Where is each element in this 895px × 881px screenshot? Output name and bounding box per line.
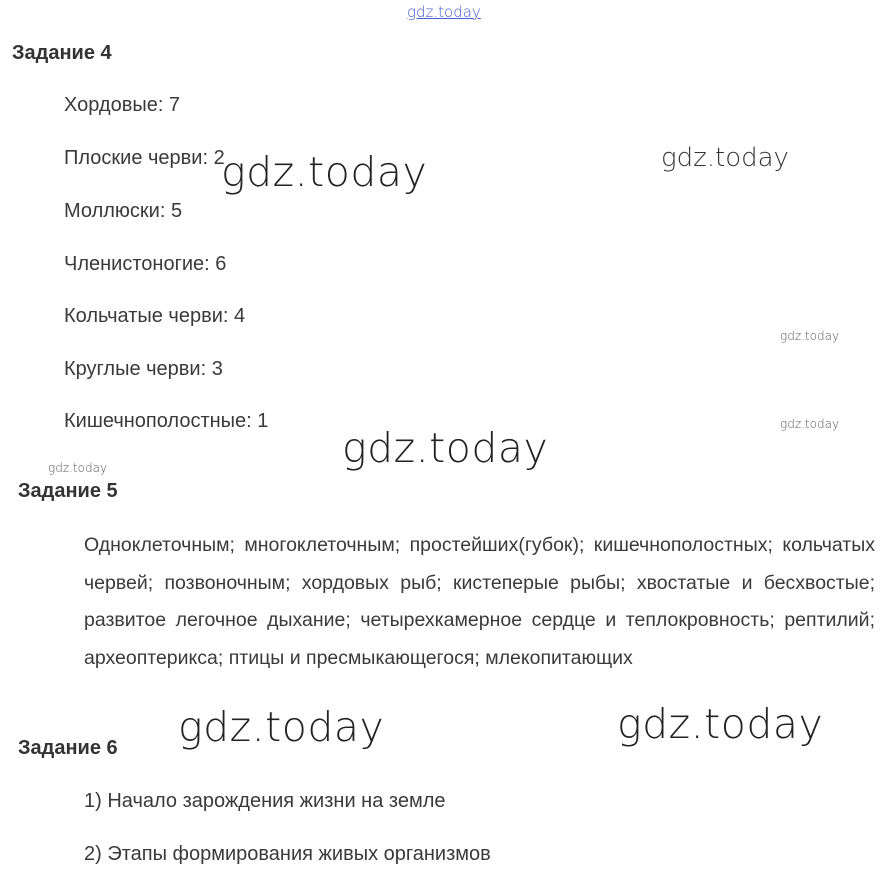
list-item: Кишечнополостные: 1 xyxy=(64,410,269,432)
task-6-heading: Задание 6 xyxy=(18,737,118,759)
watermark: gdz.today xyxy=(780,417,840,431)
list-item: Кольчатые черви: 4 xyxy=(64,305,246,327)
list-item: 2) Этапы формирования живых организмов xyxy=(84,843,491,865)
watermark: gdz.today xyxy=(661,143,789,173)
task-5-answer-text: Одноклеточным; многоклеточным; простейших(губок); кишечнополостных; кольчатых червей; позвоночным; хордовых рыб; кистеперые рыбы; хвостатые и бесхвостые; развитое легочное дыхание; четырехкамерное сердце и теплокровность; рептилий; археоптерикса; птицы и пресмыкающегося; млекопитающих xyxy=(84,534,875,669)
list-item: Круглые черви: 3 xyxy=(64,358,223,380)
watermark-link[interactable]: gdz.today xyxy=(407,3,481,21)
list-item: Моллюски: 5 xyxy=(64,200,183,222)
watermark: gdz.today xyxy=(48,461,108,475)
watermark: gdz.today xyxy=(617,700,824,748)
watermark: gdz.today xyxy=(342,424,549,472)
list-item: Хордовые: 7 xyxy=(64,94,181,116)
list-item: Плоские черви: 2 xyxy=(64,147,225,169)
watermark: gdz.today xyxy=(780,329,840,343)
list-item: 1) Начало зарождения жизни на земле xyxy=(84,790,446,812)
list-item: Членистоногие: 6 xyxy=(64,253,227,275)
task-5-heading: Задание 5 xyxy=(18,480,118,502)
watermark: gdz.today xyxy=(221,148,428,196)
watermark: gdz.today xyxy=(178,703,385,751)
task-4-heading: Задание 4 xyxy=(12,42,112,64)
